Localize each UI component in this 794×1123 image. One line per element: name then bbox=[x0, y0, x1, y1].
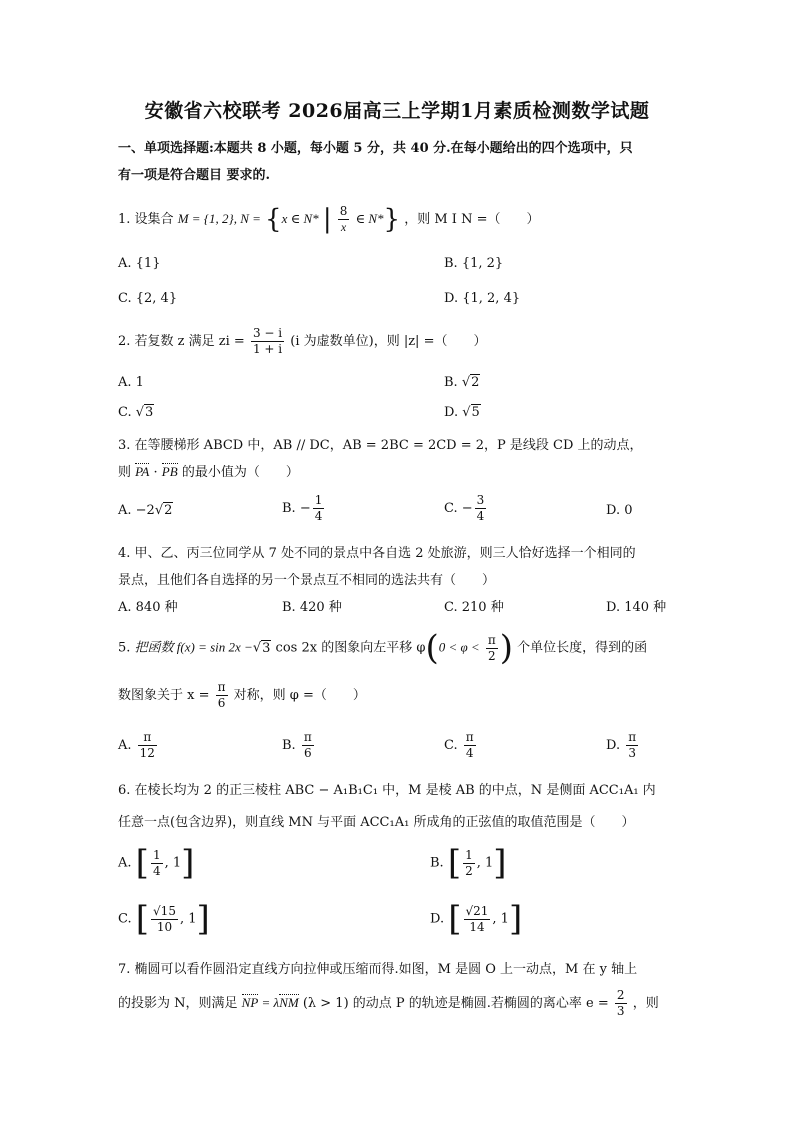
q4-option-b[interactable]: B. 420 种 bbox=[282, 600, 342, 615]
fraction: $\frac{8}{x}$ bbox=[339, 204, 348, 234]
q3-option-b[interactable]: B. − $\frac{1}{4}$ bbox=[282, 493, 323, 523]
q6-option-d[interactable]: D. [ $\frac{√21}{14}$ , 1] bbox=[430, 899, 523, 939]
question-2-stem: 2. 若复数 z 满足 zi = $\frac{3 - i}{1 + i}$ (i 为虚数单位)，则 |z| =（ ） bbox=[118, 326, 487, 356]
q6-option-c[interactable]: C. [ $\frac{√15}{10}$ , 1] bbox=[118, 899, 210, 939]
q1-option-b[interactable]: B. {1, 2} bbox=[444, 256, 504, 271]
q5-option-c[interactable]: C. $\frac{\pi}{4}$ bbox=[444, 730, 474, 760]
q4-option-a[interactable]: A. 840 种 bbox=[118, 600, 178, 615]
q6-option-b[interactable]: B. [ $\frac{1}{2}$ , 1] bbox=[430, 843, 507, 883]
q3-option-d[interactable]: D. 0 bbox=[606, 503, 633, 518]
q2-option-b[interactable]: B. √2 bbox=[444, 375, 480, 390]
vector: NM bbox=[279, 995, 299, 1010]
question-1-stem: 1. 设集合 M = {1, 2}, N = {x ∈ N* | $\frac{8}{x}$ ∈ N*} ，则 M I N =（ ） bbox=[118, 204, 540, 235]
q1-option-a[interactable]: A. {1} bbox=[118, 256, 161, 271]
question-6-stem-line2: 任意一点(包含边界)，则直线 MN 与平面 ACC₁A₁ 所成角的正弦值的取值范围是（ ） bbox=[118, 815, 635, 830]
q4-option-d[interactable]: D. 140 种 bbox=[606, 600, 667, 615]
section-heading-line2: 有一项是符合题目 要求的. bbox=[118, 168, 271, 183]
question-3-stem-line2: 则 PA · PB 的最小值为（ ） bbox=[118, 464, 299, 480]
question-6-stem-line1: 6. 在棱长均为 2 的正三棱柱 ABC − A₁B₁C₁ 中，M 是棱 AB 的中点，N 是侧面 ACC₁A₁ 内 bbox=[118, 783, 656, 798]
vector: NP bbox=[241, 995, 259, 1010]
q3-option-a[interactable]: A. −2√2 bbox=[118, 503, 173, 518]
q3-option-c[interactable]: C. − $\frac{3}{4}$ bbox=[444, 493, 485, 523]
page-title: 安徽省六校联考 2026届高三上学期1月素质检测数学试题 bbox=[144, 100, 650, 122]
question-4-stem-line1: 4. 甲、乙、丙三位同学从 7 处不同的景点中各自选 2 处旅游，则三人恰好选择一个相同的 bbox=[118, 546, 636, 561]
question-4-stem-line2: 景点，且他们各自选择的另一个景点互不相同的选法共有（ ） bbox=[118, 573, 496, 588]
q5-option-a[interactable]: A. $\frac{\pi}{12}$ bbox=[118, 730, 155, 760]
q5-option-b[interactable]: B. $\frac{\pi}{6}$ bbox=[282, 730, 312, 760]
question-7-stem-line1: 7. 椭圆可以看作圆沿定直线方向拉伸或压缩而得.如图，M 是圆 O 上一动点，M 在 y 轴上 bbox=[118, 962, 638, 977]
q2-option-d[interactable]: D. √5 bbox=[444, 405, 480, 420]
vector: PA bbox=[135, 464, 150, 479]
vector: PB bbox=[161, 464, 178, 479]
question-3-stem-line1: 3. 在等腰梯形 ABCD 中，AB // DC，AB = 2BC = 2CD = 2，P 是线段 CD 上的动点， bbox=[118, 438, 643, 453]
fraction: $\frac{3 - i}{1 + i}$ bbox=[252, 326, 283, 356]
section-heading-line1: 一、单项选择题:本题共 8 小题，每小题 5 分，共 40 分.在每小题给出的四个选项中，只 bbox=[118, 141, 633, 156]
q1-option-d[interactable]: D. {1, 2, 4} bbox=[444, 291, 521, 306]
q5-option-d[interactable]: D. $\frac{\pi}{3}$ bbox=[606, 730, 637, 760]
q1-option-c[interactable]: C. {2, 4} bbox=[118, 291, 178, 306]
q4-option-c[interactable]: C. 210 种 bbox=[444, 600, 504, 615]
question-5-stem-line2: 数图象关于 x = $\frac{\pi}{6}$ 对称，则 φ =（ ） bbox=[118, 680, 366, 710]
question-5-stem-line1: 5. 把函数 f(x) = sin 2x −√3 cos 2x 的图象向左平移 φ(0 < φ < $\frac{\pi}{2}$ ) 个单位长度，得到的函 bbox=[118, 628, 648, 668]
q6-option-a[interactable]: A. [ $\frac{1}{4}$ , 1] bbox=[118, 843, 195, 883]
q2-option-a[interactable]: A. 1 bbox=[118, 375, 144, 390]
q2-option-c[interactable]: C. √3 bbox=[118, 405, 154, 420]
question-7-stem-line2: 的投影为 N，则满足 NP = λNM (λ > 1) 的动点 P 的轨迹是椭圆.若椭圆的离心率 e = $\frac{2}{3}$ ，则 bbox=[118, 988, 659, 1018]
